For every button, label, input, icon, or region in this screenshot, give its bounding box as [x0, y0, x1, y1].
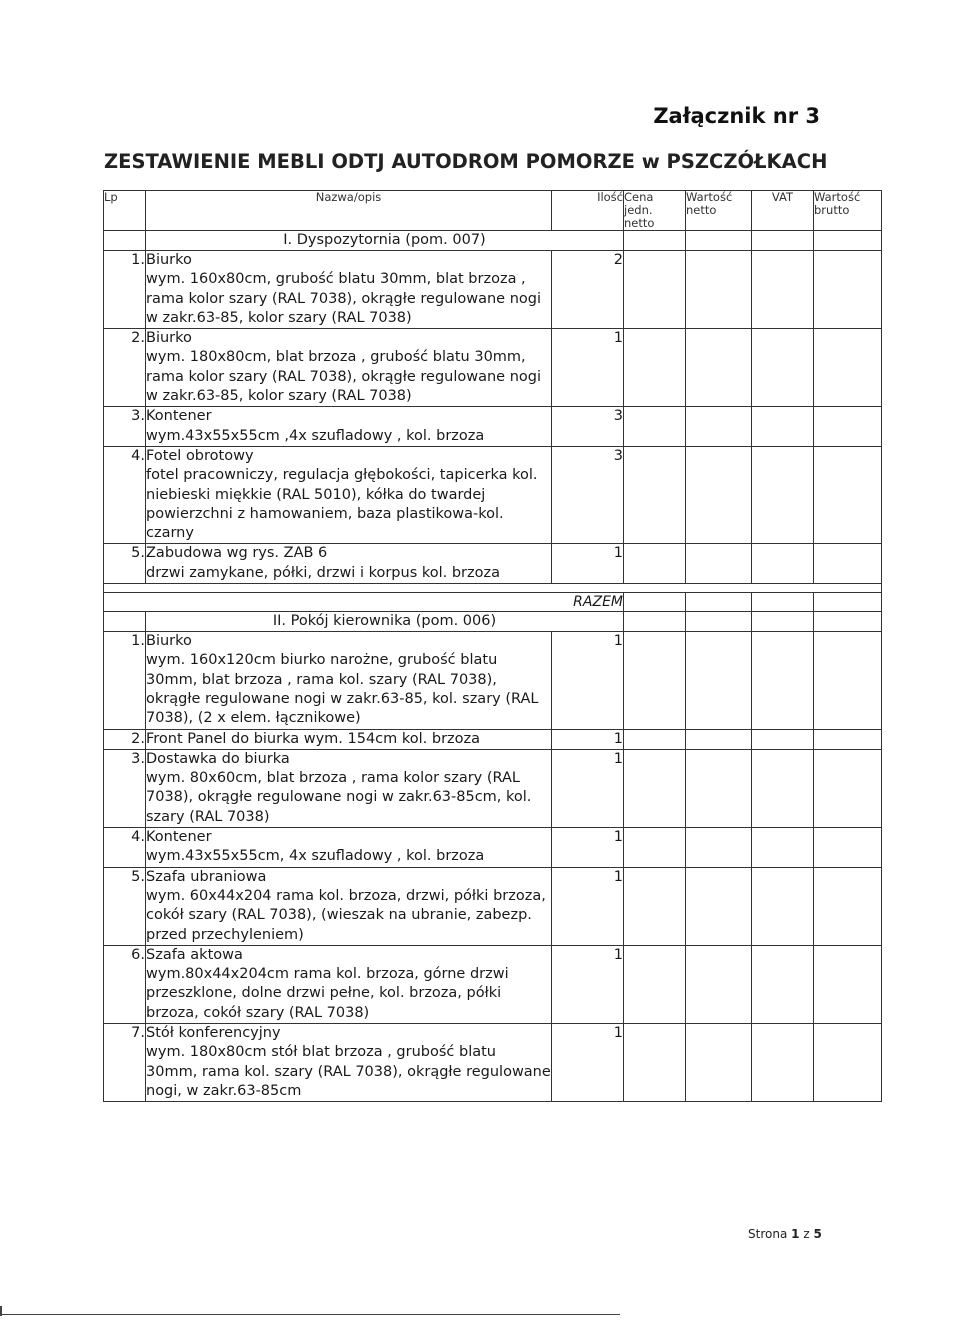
- item-desc: wym.43x55x55cm, 4x szufladowy , kol. brzoza: [146, 848, 485, 865]
- scan-edge-mark: [0, 1306, 2, 1316]
- empty-cell: [752, 446, 814, 543]
- empty-cell: [686, 593, 752, 612]
- item-qty: 1: [552, 945, 624, 1023]
- empty-cell: [624, 593, 686, 612]
- empty-cell: [686, 632, 752, 729]
- empty-cell: [624, 446, 686, 543]
- section-title: II. Pokój kierownika (pom. 006): [146, 612, 624, 632]
- furniture-table: [103, 190, 882, 1102]
- section-header-row: [104, 231, 882, 251]
- table-row: [104, 446, 882, 543]
- item-desc: fotel pracowniczy, regulacja głębokości, tapicerka kol. niebieski miękkie (RAL 5010), kółka do twardej powierzchni z hamowaniem, baza plastikowa-kol. czarny: [146, 467, 538, 542]
- item-desc: wym. 80x60cm, blat brzoza , rama kolor szary (RAL 7038), okrągłe regulowane nogi w zakr.63-85cm, kol. szary (RAL 7038): [146, 770, 532, 825]
- item-lp: 6.: [104, 945, 146, 1023]
- table-row: [104, 632, 882, 729]
- section-header-row: [104, 612, 882, 632]
- item-description-cell: [146, 632, 552, 729]
- footer-page-total: 5: [813, 1227, 822, 1241]
- item-qty: 1: [552, 729, 624, 749]
- col-header-unit-price: Cena jedn. netto: [624, 191, 686, 231]
- spacer-cell: [104, 584, 882, 593]
- item-description-cell: [146, 329, 552, 407]
- item-name: Szafa ubraniowa: [146, 868, 267, 885]
- empty-cell: [686, 867, 752, 945]
- item-desc: wym. 180x80cm, blat brzoza , grubość blatu 30mm, rama kolor szary (RAL 7038), okrągłe regulowane nogi w zakr.63-85, kolor szary (RAL 7038): [146, 349, 542, 405]
- footer-separator: z: [803, 1227, 810, 1241]
- item-name: Szafa aktowa: [146, 946, 243, 963]
- item-qty: 3: [552, 407, 624, 447]
- empty-cell: [624, 544, 686, 584]
- col-header-name: Nazwa/opis: [146, 191, 552, 231]
- empty-cell: [686, 329, 752, 407]
- col-header-value-gross: Wartość brutto: [814, 191, 882, 231]
- empty-cell: [752, 729, 814, 749]
- empty-cell: [814, 446, 882, 543]
- item-desc: wym. 60x44x204 rama kol. brzoza, drzwi, półki brzoza, cokół szary (RAL 7038), (wieszak na ubranie, zabezp. przed przechyleniem): [146, 887, 546, 943]
- empty-cell: [686, 544, 752, 584]
- empty-cell: [814, 612, 882, 632]
- item-lp: 4.: [104, 828, 146, 868]
- empty-cell: [624, 945, 686, 1023]
- spacer-row: [104, 584, 882, 593]
- total-row: [104, 593, 882, 612]
- empty-cell: [686, 1023, 752, 1101]
- empty-cell: [686, 945, 752, 1023]
- item-lp: 5.: [104, 544, 146, 584]
- empty-cell: [814, 593, 882, 612]
- empty-cell: [752, 828, 814, 868]
- item-lp: 7.: [104, 1023, 146, 1101]
- item-qty: 1: [552, 544, 624, 584]
- item-desc: wym. 160x80cm, grubość blatu 30mm, blat brzoza , rama kolor szary (RAL 7038), okrągłe regulowane nogi w zakr.63-85, kolor szary (RAL 7038): [146, 271, 542, 326]
- empty-cell: [752, 945, 814, 1023]
- empty-cell: [752, 632, 814, 729]
- col-header-lp: Lp: [104, 191, 146, 231]
- empty-cell: [752, 231, 814, 251]
- item-qty: 1: [552, 329, 624, 407]
- footer-prefix: Strona: [748, 1227, 788, 1241]
- table-row: [104, 749, 882, 827]
- item-lp: 1.: [104, 632, 146, 729]
- item-desc: wym.80x44x204cm rama kol. brzoza, górne drzwi przeszklone, dolne drzwi pełne, kol. brzoza, półki brzoza, cokół szary (RAL 7038): [146, 966, 509, 1021]
- empty-cell: [752, 593, 814, 612]
- empty-cell: [814, 544, 882, 584]
- item-name: Kontener: [146, 408, 212, 425]
- item-name: Zabudowa wg rys. ZAB 6: [146, 545, 328, 562]
- empty-cell: [814, 867, 882, 945]
- table-row: [104, 329, 882, 407]
- empty-cell: [624, 612, 686, 632]
- col-header-vat: VAT: [752, 191, 814, 231]
- item-name: Stół konferencyjny: [146, 1024, 281, 1041]
- empty-cell: [624, 231, 686, 251]
- item-description-cell: [146, 729, 552, 749]
- item-description-cell: [146, 867, 552, 945]
- item-desc: wym. 180x80cm stół blat brzoza , grubość blatu 30mm, rama kol. szary (RAL 7038), okrągłe regulowane nogi, w zakr.63-85cm: [146, 1044, 551, 1099]
- item-name: Kontener: [146, 829, 212, 846]
- page-footer: [748, 1227, 822, 1241]
- item-desc: wym.43x55x55cm ,4x szufladowy , kol. brzoza: [146, 427, 485, 444]
- item-desc: drzwi zamykane, półki, drzwi i korpus kol. brzoza: [146, 564, 500, 581]
- empty-cell: [752, 329, 814, 407]
- empty-cell: [814, 329, 882, 407]
- empty-cell: [814, 632, 882, 729]
- empty-cell: [624, 632, 686, 729]
- empty-cell: [686, 612, 752, 632]
- item-description-cell: [146, 446, 552, 543]
- empty-cell: [624, 251, 686, 329]
- empty-cell: [814, 729, 882, 749]
- empty-cell: [752, 1023, 814, 1101]
- empty-cell: [624, 749, 686, 827]
- empty-cell: [624, 1023, 686, 1101]
- empty-cell: [814, 231, 882, 251]
- empty-cell: [752, 544, 814, 584]
- item-desc: wym. 160x120cm biurko narożne, grubość blatu 30mm, blat brzoza , rama kol. szary (RAL 7038), okrągłe regulowane nogi w zakr.63-85, kol. szary (RAL 7038), (2 x elem. łącznikowe): [146, 652, 539, 727]
- item-name: Front Panel do biurka wym. 154cm kol. brzoza: [146, 730, 481, 747]
- section-title: I. Dyspozytornia (pom. 007): [146, 231, 624, 251]
- empty-cell: [814, 945, 882, 1023]
- empty-cell: [814, 407, 882, 447]
- item-name: Dostawka do biurka: [146, 750, 290, 767]
- item-description-cell: [146, 1023, 552, 1101]
- item-name: Biurko: [146, 252, 192, 268]
- empty-cell: [814, 749, 882, 827]
- item-lp: 1.: [104, 251, 146, 329]
- item-qty: 1: [552, 1023, 624, 1101]
- empty-cell: [814, 251, 882, 329]
- scan-edge-line: [0, 1314, 620, 1315]
- item-qty: 3: [552, 446, 624, 543]
- empty-cell: [686, 828, 752, 868]
- item-qty: 1: [552, 828, 624, 868]
- total-label: RAZEM: [104, 593, 624, 612]
- empty-cell: [752, 612, 814, 632]
- section-lp-cell: [104, 612, 146, 632]
- item-qty: 2: [552, 251, 624, 329]
- empty-cell: [686, 446, 752, 543]
- item-lp: 3.: [104, 749, 146, 827]
- empty-cell: [752, 867, 814, 945]
- item-name: Fotel obrotowy: [146, 447, 254, 464]
- document-title: ZESTAWIENIE MEBLI ODTJ AUTODROM POMORZE w PSZCZÓŁKACH: [104, 150, 828, 173]
- item-description-cell: [146, 251, 552, 329]
- item-description-cell: [146, 407, 552, 447]
- empty-cell: [686, 729, 752, 749]
- empty-cell: [752, 251, 814, 329]
- table-row: [104, 729, 882, 749]
- item-description-cell: [146, 828, 552, 868]
- table-row: [104, 828, 882, 868]
- empty-cell: [624, 407, 686, 447]
- table-row: [104, 867, 882, 945]
- item-lp: 2.: [104, 329, 146, 407]
- item-name: Biurko: [146, 633, 192, 650]
- section-lp-cell: [104, 231, 146, 251]
- footer-page-number: 1: [791, 1227, 800, 1241]
- item-description-cell: [146, 749, 552, 827]
- table-row: [104, 251, 882, 329]
- table-row: [104, 544, 882, 584]
- item-description-cell: [146, 945, 552, 1023]
- empty-cell: [686, 407, 752, 447]
- empty-cell: [686, 749, 752, 827]
- item-description-cell: [146, 544, 552, 584]
- item-name: Biurko: [146, 330, 192, 347]
- empty-cell: [686, 231, 752, 251]
- empty-cell: [624, 729, 686, 749]
- empty-cell: [624, 329, 686, 407]
- item-lp: 4.: [104, 446, 146, 543]
- item-lp: 5.: [104, 867, 146, 945]
- col-header-value-net: Wartość netto: [686, 191, 752, 231]
- empty-cell: [624, 867, 686, 945]
- table-row: [104, 1023, 882, 1101]
- empty-cell: [814, 828, 882, 868]
- table-header-row: [104, 191, 882, 231]
- item-qty: 1: [552, 749, 624, 827]
- empty-cell: [624, 828, 686, 868]
- item-lp: 2.: [104, 729, 146, 749]
- annex-label: Załącznik nr 3: [653, 104, 820, 128]
- item-qty: 1: [552, 867, 624, 945]
- col-header-qty: Ilość: [552, 191, 624, 231]
- empty-cell: [686, 251, 752, 329]
- item-qty: 1: [552, 632, 624, 729]
- item-lp: 3.: [104, 407, 146, 447]
- empty-cell: [752, 749, 814, 827]
- table-row: [104, 945, 882, 1023]
- empty-cell: [752, 407, 814, 447]
- table-row: [104, 407, 882, 447]
- empty-cell: [814, 1023, 882, 1101]
